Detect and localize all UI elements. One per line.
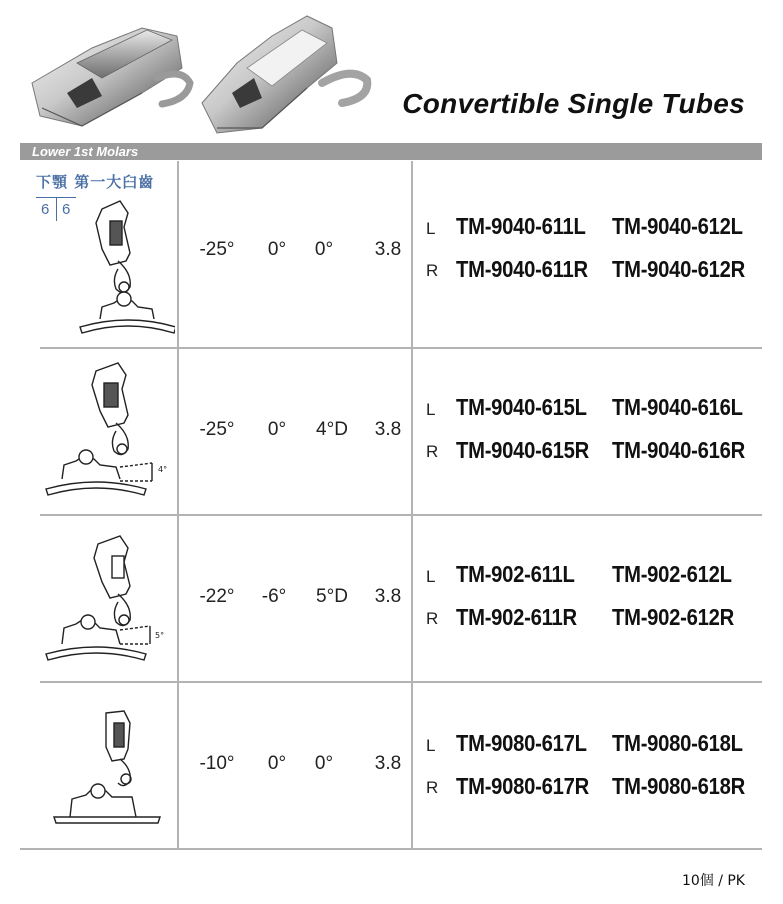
table-row: [0, 349, 783, 514]
tube-diagram: [40, 516, 175, 681]
code-l-2: TM-9040-616L: [612, 394, 743, 420]
code-r-2: TM-902-612R: [612, 604, 734, 630]
left-side-label: L: [426, 219, 436, 238]
torque-value: -10°: [199, 753, 235, 774]
tube-photo-left: [32, 28, 190, 126]
right-side-label: R: [426, 778, 439, 797]
rotation-value: 5°D: [316, 586, 348, 607]
code-l-2: TM-9040-612L: [612, 213, 743, 239]
slot-value: 3.8: [374, 753, 402, 774]
code-r-1: TM-9040-615R: [456, 437, 589, 463]
rotation-value: 4°D: [316, 419, 348, 440]
left-side-label: L: [426, 400, 436, 419]
table-row: [0, 516, 783, 681]
slot-value: 3.8: [374, 586, 402, 607]
table-bottom-rule: [20, 848, 762, 850]
code-r-2: TM-9040-612R: [612, 256, 745, 282]
code-l-1: TM-9040-615L: [456, 394, 587, 420]
right-side-label: R: [426, 609, 439, 628]
code-r-1: TM-902-611R: [456, 604, 577, 630]
tube-diagram: [40, 683, 175, 848]
angulation-value: 0°: [267, 239, 287, 260]
code-l-1: TM-9040-611L: [456, 213, 586, 239]
angulation-value: -6°: [261, 586, 287, 607]
tube-diagram: [40, 349, 175, 514]
tilt-label: 5°: [155, 631, 165, 640]
code-l-1: TM-9080-617L: [456, 730, 587, 756]
product-photos: [22, 8, 392, 143]
slot-value: 3.8: [374, 239, 402, 260]
angulation-value: 0°: [267, 419, 287, 440]
code-l-2: TM-902-612L: [612, 561, 732, 587]
code-l-1: TM-902-611L: [456, 561, 575, 587]
table-row: [0, 161, 783, 347]
table-row: [0, 683, 783, 848]
left-side-label: L: [426, 736, 436, 755]
right-side-label: R: [426, 442, 439, 461]
rotation-value: 0°: [314, 753, 334, 774]
right-side-label: R: [426, 261, 439, 280]
tooth-number-right: 6: [62, 201, 71, 218]
section-bar: Lower 1st Molars: [20, 143, 762, 160]
left-side-label: L: [426, 567, 436, 586]
tooth-number-left: 6: [41, 201, 50, 218]
code-r-1: TM-9080-617R: [456, 773, 589, 799]
code-r-1: TM-9040-611R: [456, 256, 588, 282]
tilt-label: 4°: [158, 465, 168, 474]
package-quantity: 10個 / PK: [681, 873, 745, 889]
page-title: Convertible Single Tubes: [402, 88, 745, 119]
tube-photo-right: [202, 16, 367, 133]
torque-value: -22°: [199, 586, 235, 607]
rotation-value: 0°: [314, 239, 334, 260]
tooth-label: 下顎 第一大臼齒: [36, 173, 155, 191]
torque-value: -25°: [199, 419, 235, 440]
tube-diagram: [40, 161, 175, 347]
code-r-2: TM-9040-616R: [612, 437, 745, 463]
code-r-2: TM-9080-618R: [612, 773, 745, 799]
torque-value: -25°: [199, 239, 235, 260]
code-l-2: TM-9080-618L: [612, 730, 743, 756]
angulation-value: 0°: [267, 753, 287, 774]
slot-value: 3.8: [374, 419, 402, 440]
